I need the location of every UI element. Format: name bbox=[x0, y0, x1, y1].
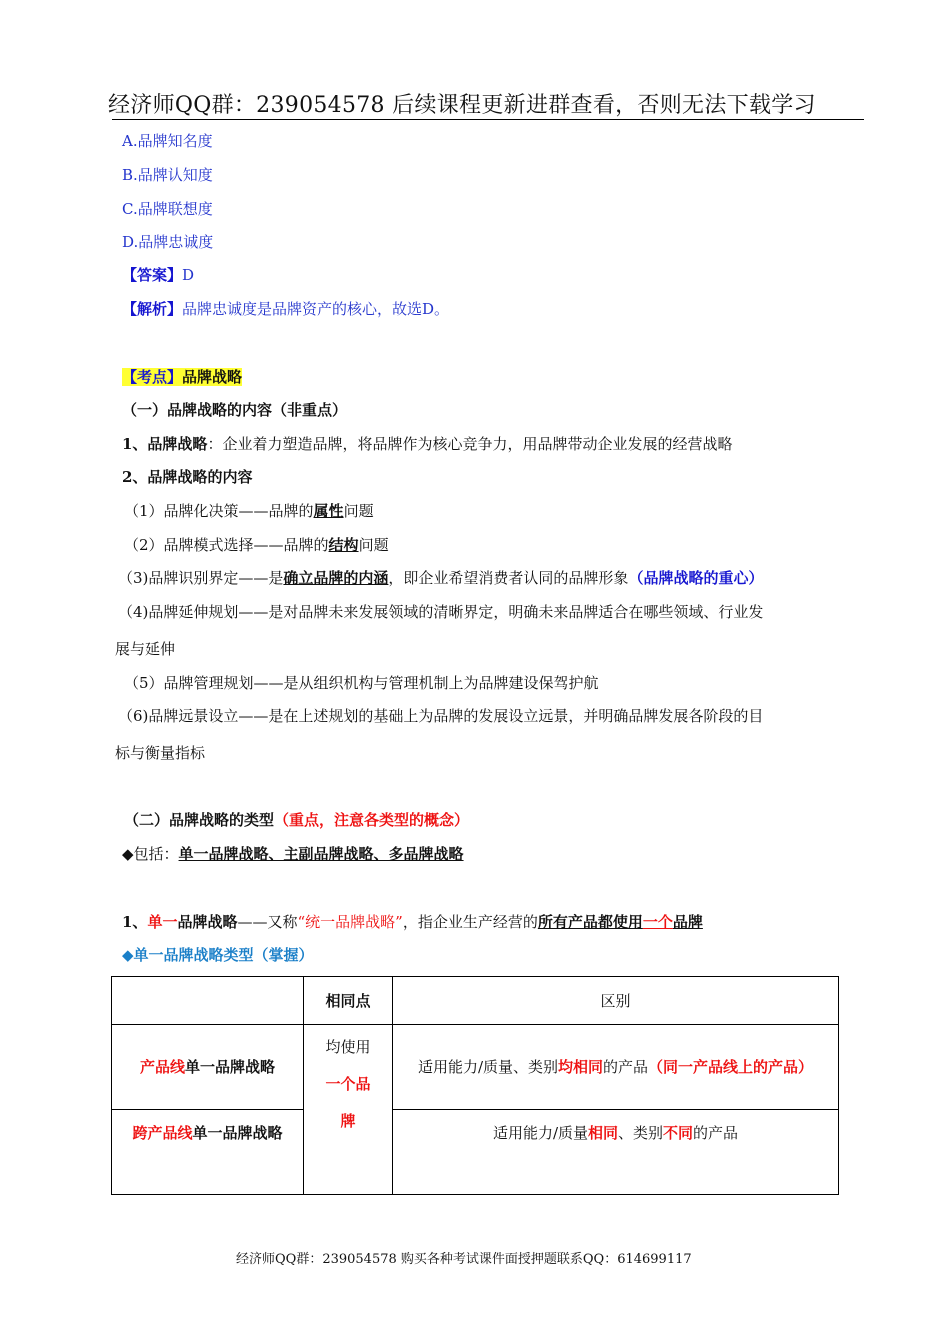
single-types-heading: ◆单一品牌战略类型（掌握） bbox=[122, 946, 314, 964]
kaodian-title: 品牌战略 bbox=[182, 368, 243, 386]
page-footer: 经济师QQ群：239054578 购买各种考试课件面授押题联系QQ：614699117 bbox=[236, 1252, 692, 1267]
row1-rest: 单一品牌战略 bbox=[185, 1058, 276, 1076]
sec1-item1 bbox=[124, 500, 374, 521]
analysis-text: 品牌忠诚度是品牌资产的核心，故选D。 bbox=[182, 300, 450, 318]
sec1-item6-line2: 标与衡量指标 bbox=[115, 744, 206, 762]
single-all: 所有产品都使用 bbox=[537, 913, 643, 931]
include-items: 单一品牌战略、主副品牌战略、多品牌战略 bbox=[178, 845, 464, 863]
option-d: D.品牌忠诚度 bbox=[122, 233, 214, 251]
row2-diff-pre: 适用能力/质量 bbox=[492, 1124, 588, 1142]
single-dash: ——又称 bbox=[237, 913, 298, 931]
row2-diff-k1: 相同 bbox=[588, 1124, 619, 1142]
single-num: 1、 bbox=[122, 913, 148, 931]
row2-diff-post: 的产品 bbox=[693, 1124, 739, 1142]
same-key: 一个品牌 bbox=[325, 1075, 371, 1130]
row2-diff-k2: 不同 bbox=[663, 1124, 694, 1142]
row1-diff-note: （同一产品线上的产品） bbox=[648, 1058, 814, 1076]
point1-text: ：企业着力塑造品牌，将品牌作为核心竞争力，用品牌带动企业发展的经营战略 bbox=[207, 435, 733, 453]
header-diff-cell: 区别 bbox=[393, 977, 839, 1025]
row1-key: 产品线 bbox=[139, 1058, 185, 1076]
row2-name-cell bbox=[112, 1110, 304, 1195]
item3-pre: （3)品牌识别界定——是 bbox=[118, 569, 284, 587]
table-header-row bbox=[112, 977, 839, 1025]
row2-key: 跨产品线 bbox=[132, 1124, 193, 1142]
sec1-item4-line1: （4)品牌延伸规划——是对品牌未来发展领域的清晰界定，明确未来品牌适合在哪些领域、行业发 bbox=[118, 603, 764, 621]
row1-diff-key: 均相同 bbox=[558, 1058, 604, 1076]
row2-rest: 单一品牌战略 bbox=[192, 1124, 283, 1142]
option-b: B.品牌认知度 bbox=[122, 166, 213, 184]
page-header: 经济师QQ群：239054578 后续课程更新进群查看，否则无法下载学习 bbox=[108, 93, 816, 118]
kaodian-heading bbox=[122, 366, 242, 387]
single-mid: ，指企业生产经营的 bbox=[402, 913, 538, 931]
item1-pre: （1）品牌化决策——品牌的 bbox=[124, 502, 314, 520]
section1-title: （一）品牌战略的内容（非重点） bbox=[122, 401, 348, 419]
header-empty-cell bbox=[112, 977, 304, 1025]
row2-diff-mid: 、类别 bbox=[618, 1124, 664, 1142]
header-divider bbox=[112, 119, 864, 120]
item3-mid: ，即企业希望消费者认同的品牌形象 bbox=[388, 569, 629, 587]
sec1-item2 bbox=[124, 534, 389, 555]
row1-diff-mid: 的产品 bbox=[603, 1058, 649, 1076]
row2-diff-cell bbox=[393, 1110, 839, 1195]
sec1-point1 bbox=[122, 433, 732, 454]
sec1-point2: 2、品牌战略的内容 bbox=[122, 468, 253, 486]
same-cell bbox=[304, 1025, 393, 1195]
header-same-cell: 相同点 bbox=[304, 977, 393, 1025]
single-name: 品牌战略 bbox=[177, 913, 238, 931]
sec2-include-line bbox=[122, 843, 464, 864]
item2-key: 结构 bbox=[328, 536, 359, 554]
item3-note: （品牌战略的重心） bbox=[628, 569, 764, 587]
section2-title bbox=[124, 809, 469, 830]
sec1-item6-line1: （6)品牌远景设立——是在上述规划的基础上为品牌的发展设立远景，并明确品牌发展各阶段的目 bbox=[118, 707, 764, 725]
single-one: 一个 bbox=[642, 913, 673, 931]
comparison-table bbox=[111, 976, 839, 1195]
answer-value: D bbox=[182, 266, 195, 284]
single-brand-definition bbox=[122, 911, 703, 932]
include-prefix: ◆包括： bbox=[122, 845, 179, 863]
item2-pre: （2）品牌模式选择——品牌的 bbox=[124, 536, 329, 554]
item2-post: 问题 bbox=[358, 536, 389, 554]
table-row bbox=[112, 1110, 839, 1195]
single-brand: 品牌 bbox=[672, 913, 703, 931]
answer-line bbox=[122, 264, 194, 285]
item1-key: 属性 bbox=[313, 502, 344, 520]
row1-name-cell bbox=[112, 1025, 304, 1110]
table-row bbox=[112, 1025, 839, 1110]
option-c: C.品牌联想度 bbox=[122, 200, 213, 218]
same-pre: 均使用 bbox=[325, 1038, 371, 1056]
point1-head: 1、品牌战略 bbox=[122, 435, 208, 453]
item1-post: 问题 bbox=[343, 502, 374, 520]
analysis-label: 【解析】 bbox=[122, 300, 183, 318]
option-a: A.品牌知名度 bbox=[122, 132, 213, 150]
row1-diff-pre: 适用能力/质量、类别 bbox=[417, 1058, 558, 1076]
sec1-item5: （5）品牌管理规划——是从组织机构与管理机制上为品牌建设保驾护航 bbox=[124, 674, 599, 692]
section2-title-note: （重点，注意各类型的概念） bbox=[274, 811, 470, 829]
section2-title-text: （二）品牌战略的类型 bbox=[124, 811, 275, 829]
kaodian-label: 【考点】 bbox=[122, 368, 183, 386]
sec1-item4-line2: 展与延伸 bbox=[115, 640, 176, 658]
analysis-line bbox=[122, 298, 449, 319]
row1-diff-cell bbox=[393, 1025, 839, 1110]
single-alias: “统一品牌战略” bbox=[297, 913, 403, 931]
single-key: 单一 bbox=[147, 913, 178, 931]
answer-label: 【答案】 bbox=[122, 266, 183, 284]
item3-key: 确立品牌的内涵 bbox=[283, 569, 389, 587]
sec1-item3 bbox=[118, 567, 763, 588]
